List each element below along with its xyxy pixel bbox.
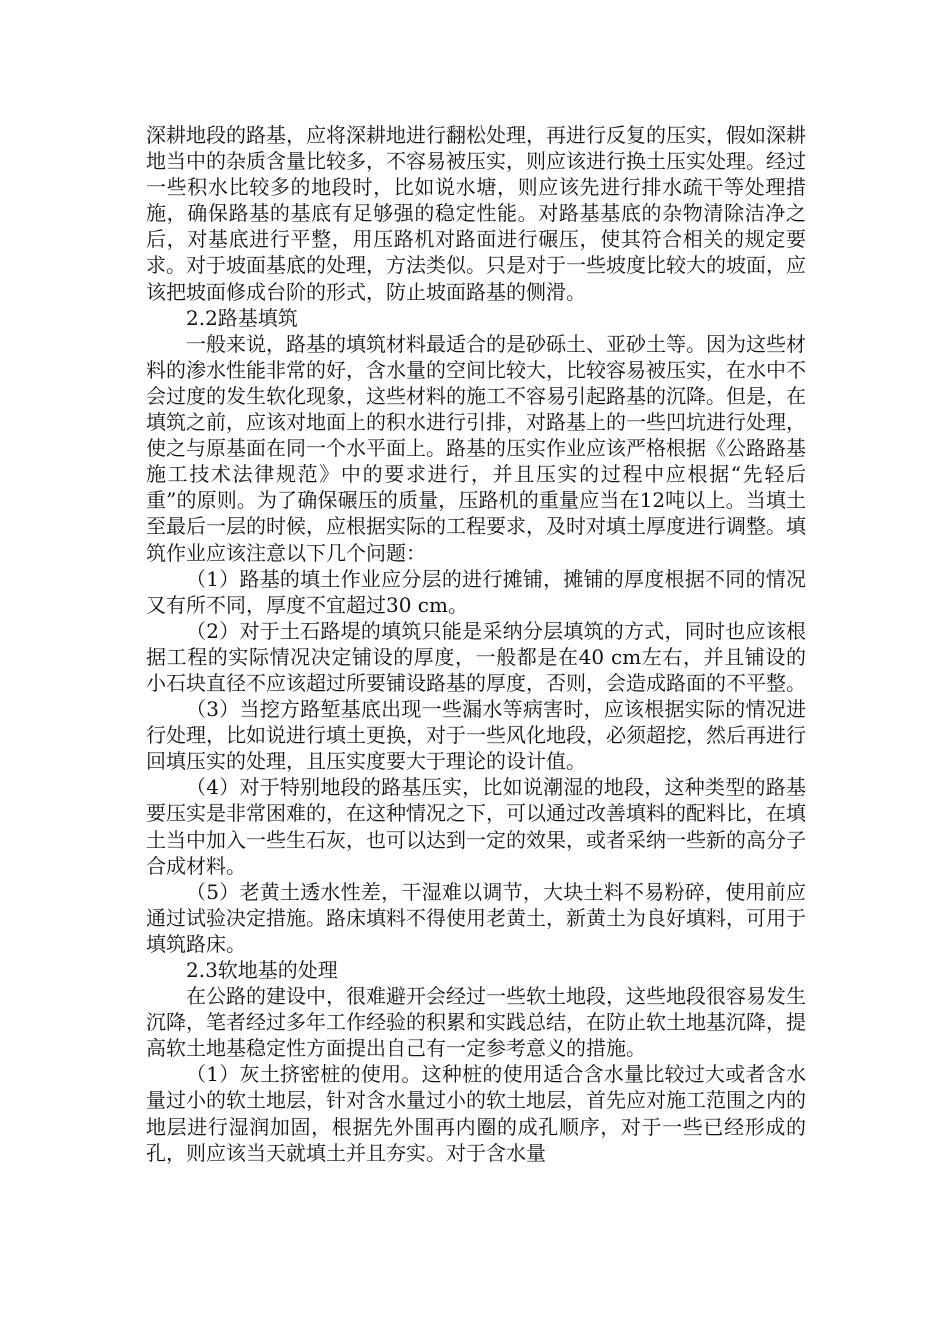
- list-item-2: （2）对于土石路堤的填筑只能是采纳分层填筑的方式，同时也应该根据工程的实际情况决定铺设的厚度，一般都是在40 cm左右，并且铺设的小石块直径不应该超过所要铺设路基的厚度，否则，会造成路面的不平整。: [146, 618, 806, 695]
- list-item-4: （4）对于特别地段的路基压实，比如说潮湿的地段，这种类型的路基要压实是非常困难的，在这种情况之下，可以通过改善填料的配料比，在填土当中加入一些生石灰，也可以达到一定的效果，或者采纳一些新的高分子合成材料。: [146, 775, 806, 878]
- section-heading-2-3: 2.3软地基的处理: [186, 958, 338, 982]
- list-item-3: （3）当挖方路堑基底出现一些漏水等病害时，应该根据实际的情况进行处理，比如说进行填土更换，对于一些风化地段，必须超挖，然后再进行回填压实的处理，且压实度要大于理论的设计值。: [146, 697, 806, 774]
- paragraph-fill-materials: 一般来说，路基的填筑材料最适合的是砂砾土、亚砂土等。因为这些材料的渗水性能非常的好，含水量的空间比较大，比较容易被压实，在水中不会过度的发生软化现象，这些材料的施工不容易引起路基的沉降。但是，在填筑之前，应该对地面上的积水进行引排，对路基上的一些凹坑进行处理，使之与原基面在同一个水平面上。路基的压实作业应该严格根据《公路路基施工技术法律规范》中的要求进行，并且压实的过程中应根据“先轻后重”的原则。为了确保碾压的质量，压路机的重量应当在12吨以上。当填土至最后一层的时候，应根据实际的工程要求，及时对填土厚度进行调整。填筑作业应该注意以下几个问题：: [146, 331, 806, 565]
- list-item-5: （5）老黄土透水性差，干湿难以调节，大块土料不易粉碎，使用前应通过试验决定措施。路床填料不得使用老黄土，新黄土为良好填料，可用于填筑路床。: [146, 879, 806, 956]
- paragraph-soft-foundation: 在公路的建设中，很难避开会经过一些软土地段，这些地段很容易发生沉降，笔者经过多年工作经验的积累和实践总结，在防止软土地基沉降，提高软土地基稳定性方面提出自己有一定参考意义的措施。: [146, 984, 806, 1061]
- list-item-1: （1）路基的填土作业应分层的进行摊铺，摊铺的厚度根据不同的情况又有所不同，厚度不宜超过30 cm。: [146, 566, 806, 617]
- document-body: [146, 122, 806, 1166]
- list-item-soft-1: （1）灰土挤密桩的使用。这种桩的使用适合含水量比较过大或者含水量过小的软土地层，针对含水量过小的软土地层，首先应对施工范围之内的地层进行湿润加固，根据先外围再内圈的成孔顺序，对于一些已经形成的孔，则应该当天就填土并且夯实。对于含水量: [146, 1062, 806, 1165]
- paragraph-subgrade-base: 深耕地段的路基，应将深耕地进行翻松处理，再进行反复的压实，假如深耕地当中的杂质含量比较多，不容易被压实，则应该进行换土压实处理。经过一些积水比较多的地段时，比如说水塘，则应该先进行排水疏干等处理措施，确保路基的基底有足够强的稳定性能。对路基基底的杂物清除洁净之后，对基底进行平整，用压路机对路面进行碾压，使其符合相关的规定要求。对于坡面基底的处理，方法类似。只是对于一些坡度比较大的坡面，应该把坡面修成台阶的形式，防止坡面路基的侧滑。: [146, 123, 806, 304]
- section-heading-2-2: 2.2路基填筑: [186, 305, 298, 330]
